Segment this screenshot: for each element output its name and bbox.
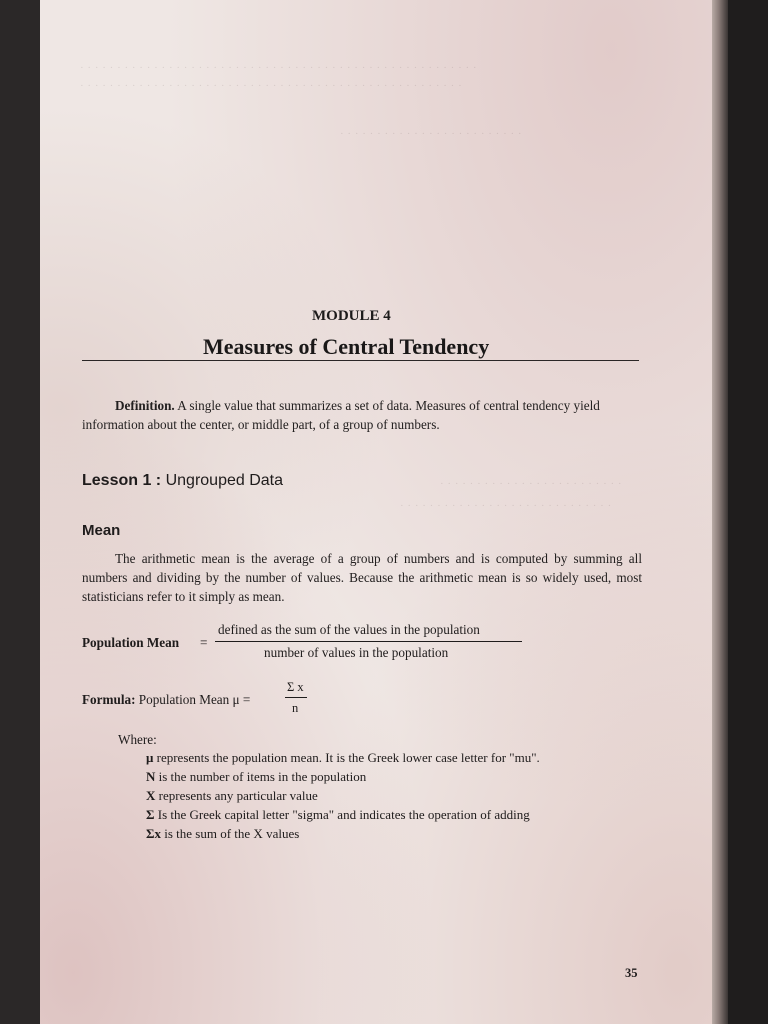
- definition-sigma: [146, 805, 540, 824]
- population-mean-denominator: number of values in the population: [264, 645, 449, 660]
- bleed-through-text: · · · · · · · · · · · · · · · · · · · · · · · · · · · · ·: [400, 500, 612, 512]
- page-edge-shadow: [712, 0, 728, 1024]
- population-mean-label: Population Mean: [82, 635, 180, 650]
- where-label: Where:: [118, 732, 157, 747]
- definition-x-text: represents any particular value: [155, 788, 318, 803]
- formula-fraction-bar: [285, 697, 307, 698]
- symbol-n: N: [146, 769, 156, 784]
- symbol-x: X: [146, 788, 156, 803]
- lesson-number: Lesson 1 :: [82, 472, 162, 489]
- title-underline: [82, 360, 639, 361]
- bleed-through-text: · · · · · · · · · · · · · · · · · · · · · · · · · · · · · · · · · · · · · · · · · · · · · · · · · · · · · ·: [80, 62, 478, 74]
- formula-numerator: Σ x: [287, 680, 304, 694]
- formula-line: [82, 692, 250, 708]
- book-page: [40, 0, 712, 1024]
- definition-sigma-text: Is the Greek capital letter "sigma" and indicates the operation of adding: [154, 807, 530, 822]
- symbol-definitions: [146, 748, 540, 843]
- population-mean-equals: =: [200, 635, 208, 650]
- bleed-through-text: · · · · · · · · · · · · · · · · · · · · · · · · ·: [340, 128, 523, 140]
- module-label: MODULE 4: [312, 308, 391, 324]
- mean-heading: Mean: [82, 522, 121, 539]
- definition-sum-x: [146, 824, 540, 843]
- symbol-sum-x: Σx: [146, 826, 161, 841]
- definition-n-text: is the number of items in the population: [155, 769, 367, 784]
- lesson-title: Ungrouped Data: [161, 472, 283, 489]
- symbol-mu: μ: [146, 750, 154, 765]
- page-number: 35: [625, 966, 638, 980]
- formula-label: Formula:: [82, 692, 136, 707]
- definition-mu: [146, 748, 540, 767]
- definition-n: [146, 767, 540, 786]
- scan-left-margin: [0, 0, 40, 1024]
- definition-sum-x-text: is the sum of the X values: [161, 826, 300, 841]
- fraction-bar: [215, 641, 522, 642]
- definition-term: Definition.: [115, 398, 175, 413]
- bleed-through-text: · · · · · · · · · · · · · · · · · · · · · · · · ·: [440, 478, 623, 490]
- definition-x: [146, 786, 540, 805]
- mean-paragraph: The arithmetic mean is the average of a group of numbers and is computed by summing all numbers and dividing by the number of values. Because the arithmetic mean is so widely used, most statisticians refer to it simply as mean.: [82, 551, 642, 604]
- formula-denominator: n: [292, 701, 299, 715]
- population-mean-numerator: defined as the sum of the values in the population: [218, 622, 480, 637]
- definition-mu-text: represents the population mean. It is the Greek lower case letter for "mu".: [153, 750, 540, 765]
- definition-paragraph: [82, 396, 642, 434]
- scan-right-margin: [728, 0, 768, 1024]
- definition-text: A single value that summarizes a set of data. Measures of central tendency yield information about the center, or middle part, of a group of numbers.: [82, 398, 600, 432]
- lesson-heading: [82, 472, 283, 490]
- formula-text: Population Mean μ =: [135, 692, 251, 707]
- bleed-through-text: · · · · · · · · · · · · · · · · · · · · · · · · · · · · · · · · · · · · · · · · · · · · · · · · · · · ·: [80, 80, 463, 92]
- symbol-sigma: Σ: [146, 807, 155, 822]
- module-title: Measures of Central Tendency: [203, 334, 490, 359]
